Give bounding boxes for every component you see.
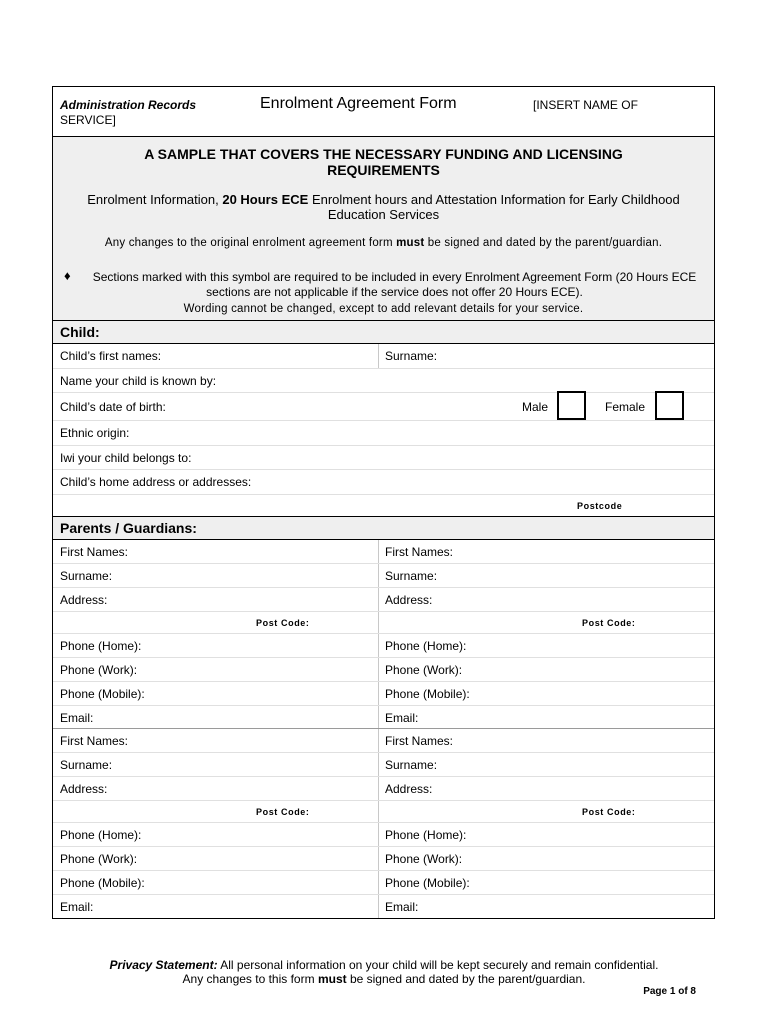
page-number: Page 1 of 8 <box>643 986 696 997</box>
changes-text-2: be signed and dated by the parent/guardian. <box>424 237 663 249</box>
child-dob-label: Child’s date of birth: <box>60 400 166 414</box>
guardian-2-email-row[interactable] <box>53 895 714 918</box>
child-address-row[interactable] <box>53 470 714 495</box>
privacy-statement <box>0 958 768 986</box>
ethnic-origin-label: Ethnic origin: <box>60 426 130 440</box>
guardian-1-address-row[interactable] <box>53 588 714 612</box>
ethnic-origin-row[interactable] <box>53 421 714 446</box>
child-known-by-row[interactable] <box>53 369 714 394</box>
footer-changes-text: Any changes to this form <box>182 972 318 986</box>
guardian-4-post-code-label: Post Code: <box>582 806 636 817</box>
guardian-2-phone-mobile-label: Phone (Mobile): <box>385 686 470 701</box>
guardian-2-first-names-row[interactable] <box>53 729 714 753</box>
guardian-1-first-names-label: First Names: <box>60 544 129 559</box>
guardian-4-first-names-label: First Names: <box>385 733 454 748</box>
guardian-2-email-label: Email: <box>385 710 419 725</box>
guardian-2-address-label: Address: <box>385 592 433 607</box>
guardian-4-surname-label: Surname: <box>385 757 438 772</box>
child-first-names-label: Child’s first names: <box>60 349 162 363</box>
column-divider <box>378 658 379 681</box>
intro-section <box>53 137 714 321</box>
changes-text: Any changes to the original enrolment agreement form <box>104 237 397 249</box>
wording-note: Wording cannot be changed, except to add relevant details for your service. <box>183 303 584 315</box>
service-label: SERVICE] <box>60 113 116 127</box>
sub-bold: 20 Hours ECE <box>222 192 309 207</box>
column-divider <box>378 777 379 800</box>
guardian-3-first-names-label: First Names: <box>60 733 129 748</box>
guardian-3-phone-mobile-label: Phone (Mobile): <box>60 875 145 890</box>
guardian-2-post-code-label: Post Code: <box>582 617 636 628</box>
iwi-label: Iwi your child belongs to: <box>60 450 192 465</box>
guardian-3-phone-work-label: Phone (Work): <box>60 851 138 866</box>
intro-subheading <box>63 192 704 222</box>
column-divider <box>378 753 379 776</box>
child-surname-label: Surname: <box>385 349 438 363</box>
sub-text: Enrolment Information, <box>87 192 223 207</box>
child-postcode-label: Postcode <box>577 500 623 511</box>
child-heading: Child: <box>53 321 714 344</box>
guardian-2-phone-home-label: Phone (Home): <box>385 638 467 653</box>
guardian-3-post-code-label: Post Code: <box>256 806 310 817</box>
column-divider <box>378 540 379 563</box>
enrolment-form <box>52 86 715 919</box>
child-address-label: Child’s home address or addresses: <box>60 475 252 489</box>
guardian-1-phone-work-row[interactable] <box>53 658 714 682</box>
column-divider <box>378 588 379 611</box>
guardian-4-phone-work-label: Phone (Work): <box>385 851 463 866</box>
guardian-1-phone-mobile-row[interactable] <box>53 682 714 706</box>
column-divider <box>378 564 379 587</box>
guardian-1-post-code-row[interactable] <box>53 612 714 634</box>
column-divider <box>378 729 379 752</box>
guardian-1-surname-label: Surname: <box>60 568 113 583</box>
column-divider <box>378 612 379 633</box>
guardian-4-phone-mobile-label: Phone (Mobile): <box>385 875 470 890</box>
changes-note <box>63 237 704 249</box>
diamond-icon: ♦ <box>64 268 71 283</box>
column-divider <box>378 871 379 894</box>
guardian-3-email-label: Email: <box>60 899 94 914</box>
privacy-label: Privacy Statement: <box>109 958 218 972</box>
column-divider <box>378 706 379 728</box>
insert-service-name: [INSERT NAME OF <box>533 98 638 112</box>
male-checkbox[interactable] <box>557 391 586 420</box>
column-divider <box>378 895 379 918</box>
iwi-row[interactable] <box>53 446 714 471</box>
footer-changes-bold: must <box>317 972 347 986</box>
guardians-block <box>53 540 714 918</box>
female-checkbox[interactable] <box>655 391 684 420</box>
guardian-2-phone-mobile-row[interactable] <box>53 871 714 895</box>
parents-heading: Parents / Guardians: <box>53 517 714 540</box>
column-divider <box>378 344 379 368</box>
guardian-1-phone-mobile-label: Phone (Mobile): <box>60 686 145 701</box>
guardian-1-phone-home-row[interactable] <box>53 634 714 658</box>
guardian-4-address-label: Address: <box>385 781 433 796</box>
guardian-3-address-label: Address: <box>60 781 108 796</box>
guardian-3-surname-label: Surname: <box>60 757 113 772</box>
admin-records-label: Administration Records <box>60 98 197 112</box>
child-postcode-row[interactable] <box>53 495 714 517</box>
footer-changes-text-2: be signed and dated by the parent/guardian. <box>346 972 586 986</box>
child-known-by-label: Name your child is known by: <box>60 373 217 388</box>
column-divider <box>378 847 379 870</box>
guardian-2-address-row[interactable] <box>53 777 714 801</box>
sections-note: Sections marked with this symbol are required to be included in every Enrolment Agreement Form (20 Hours ECE sections are not applicable if the service does not offer 20 Hours ECE). <box>92 270 697 299</box>
guardian-1-phone-work-label: Phone (Work): <box>60 662 138 677</box>
column-divider <box>378 682 379 705</box>
guardian-1-phone-home-label: Phone (Home): <box>60 638 142 653</box>
column-divider <box>378 823 379 846</box>
form-title: Enrolment Agreement Form <box>260 95 457 112</box>
child-first-names-row[interactable] <box>53 344 714 369</box>
guardian-1-first-names-row[interactable] <box>53 540 714 564</box>
guardian-1-post-code-label: Post Code: <box>256 617 310 628</box>
guardian-3-phone-home-label: Phone (Home): <box>60 827 142 842</box>
privacy-text: All personal information on your child will be kept securely and remain confidential. <box>217 958 659 972</box>
guardian-2-phone-work-row[interactable] <box>53 847 714 871</box>
female-label: Female <box>605 400 646 414</box>
guardian-4-email-label: Email: <box>385 899 419 914</box>
guardian-1-surname-row[interactable] <box>53 564 714 588</box>
guardian-2-surname-row[interactable] <box>53 753 714 777</box>
guardian-1-address-label: Address: <box>60 592 108 607</box>
sub-text-2: Enrolment hours and Attestation Information for Early Childhood Education Services <box>308 192 680 222</box>
column-divider <box>378 801 379 822</box>
guardian-1-email-row[interactable] <box>53 706 714 729</box>
guardian-4-phone-home-label: Phone (Home): <box>385 827 467 842</box>
form-header <box>53 87 714 137</box>
guardian-2-surname-label: Surname: <box>385 568 438 583</box>
column-divider <box>378 634 379 657</box>
intro-heading: A SAMPLE THAT COVERS THE NECESSARY FUNDING AND LICENSING REQUIREMENTS <box>144 146 623 178</box>
changes-bold: must <box>396 237 425 249</box>
guardian-2-first-names-label: First Names: <box>385 544 454 559</box>
guardian-2-post-code-row[interactable] <box>53 801 714 823</box>
guardian-1-email-label: Email: <box>60 710 94 725</box>
male-label: Male <box>522 400 549 414</box>
guardian-2-phone-work-label: Phone (Work): <box>385 662 463 677</box>
child-dob-row[interactable] <box>53 393 714 421</box>
guardian-2-phone-home-row[interactable] <box>53 823 714 847</box>
